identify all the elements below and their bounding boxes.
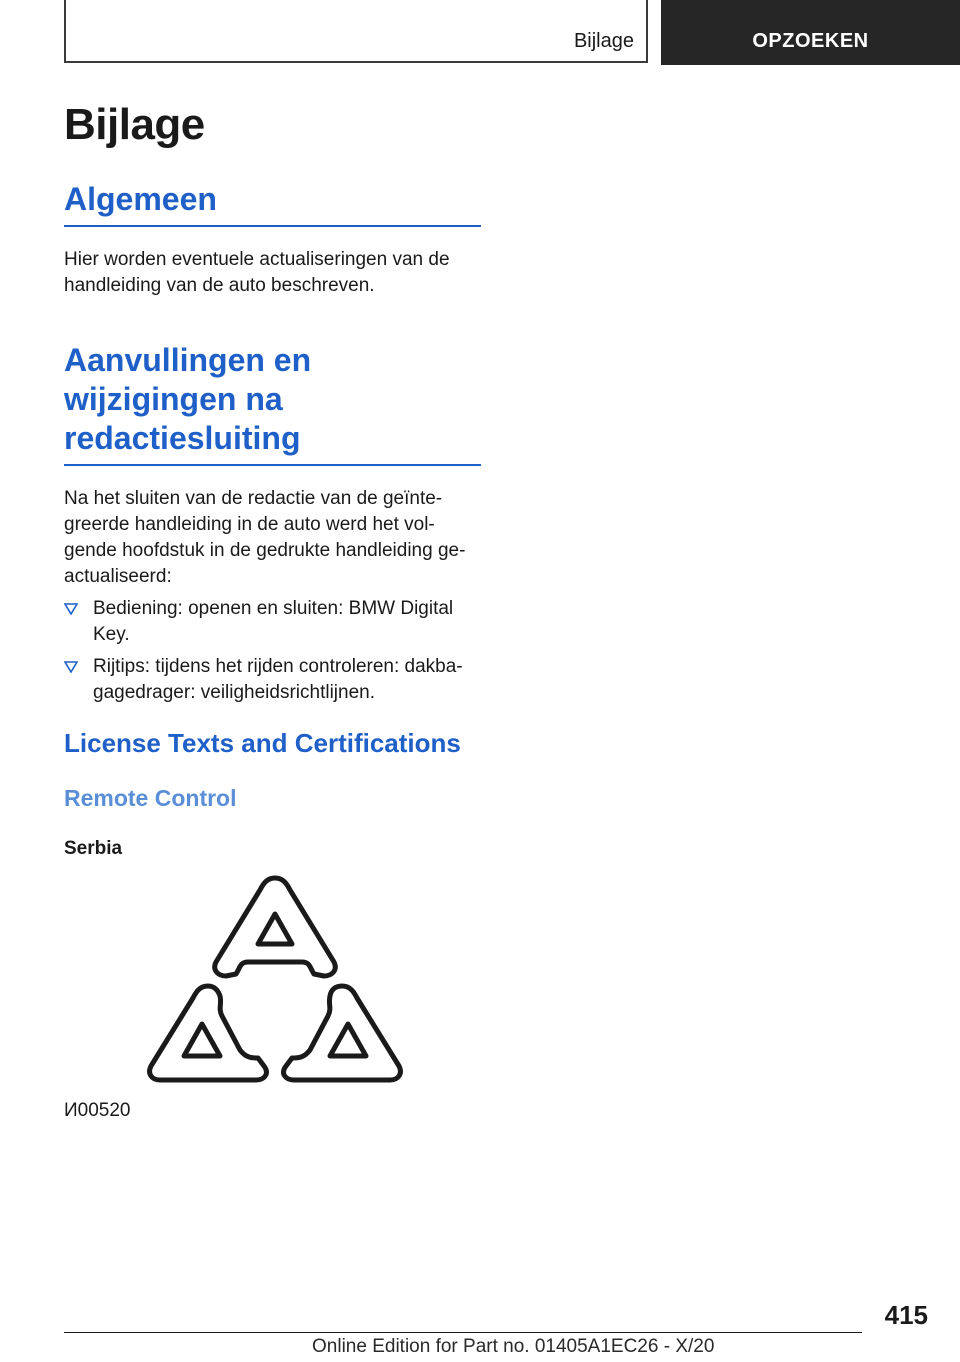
footer-divider [64, 1332, 862, 1333]
section-heading-aanvullingen [64, 341, 481, 466]
list-item-text: Rijtips: tijdens het rijden controleren: dakba-gagedrager: veiligheidsrichtlijnen. [93, 656, 463, 703]
header-tab-opzoeken[interactable] [661, 0, 960, 65]
list-item [64, 596, 481, 648]
footer-edition: Online Edition for Part no. 01405A1EC26 - X/20 [312, 1336, 715, 1357]
certification-code: И00520 [64, 1100, 131, 1121]
triangle-bullet-icon [64, 661, 78, 673]
header-chapter-label: Bijlage [573, 30, 634, 52]
heading-line: redactiesluiting [64, 420, 301, 456]
serbian-conformity-mark-icon [140, 870, 410, 1090]
update-list [64, 596, 481, 706]
header-tab-label[interactable]: OPZOEKEN [752, 30, 869, 52]
heading-line: wijzigingen na [64, 381, 283, 417]
heading-line: Aanvullingen en [64, 342, 312, 378]
section-text-algemeen: Hier worden eventuele actualiseringen van de handleiding van de auto beschreven. [64, 249, 450, 296]
triangle-bullet-icon [64, 603, 78, 615]
subheading-remote-control: Remote Control [64, 785, 237, 811]
section-heading-algemeen: Algemeen [64, 180, 481, 227]
page-number: 415 [884, 1300, 928, 1330]
section-heading-license: License Texts and Certifications [64, 728, 461, 758]
list-item-text: Bediening: openen en sluiten: BMW Digital Key. [93, 598, 454, 645]
header-chapter-box [64, 0, 648, 63]
country-label: Serbia [64, 838, 123, 859]
list-item [64, 654, 481, 706]
page-content [64, 100, 481, 860]
section-text-aanvullingen: Na het sluiten van de redactie van de geïnte-greerde handleiding in de auto werd het vol-gende hoofdstuk in de gedrukte handleiding ge-actualiseerd: [64, 488, 466, 587]
page-title: Bijlage [64, 100, 205, 149]
